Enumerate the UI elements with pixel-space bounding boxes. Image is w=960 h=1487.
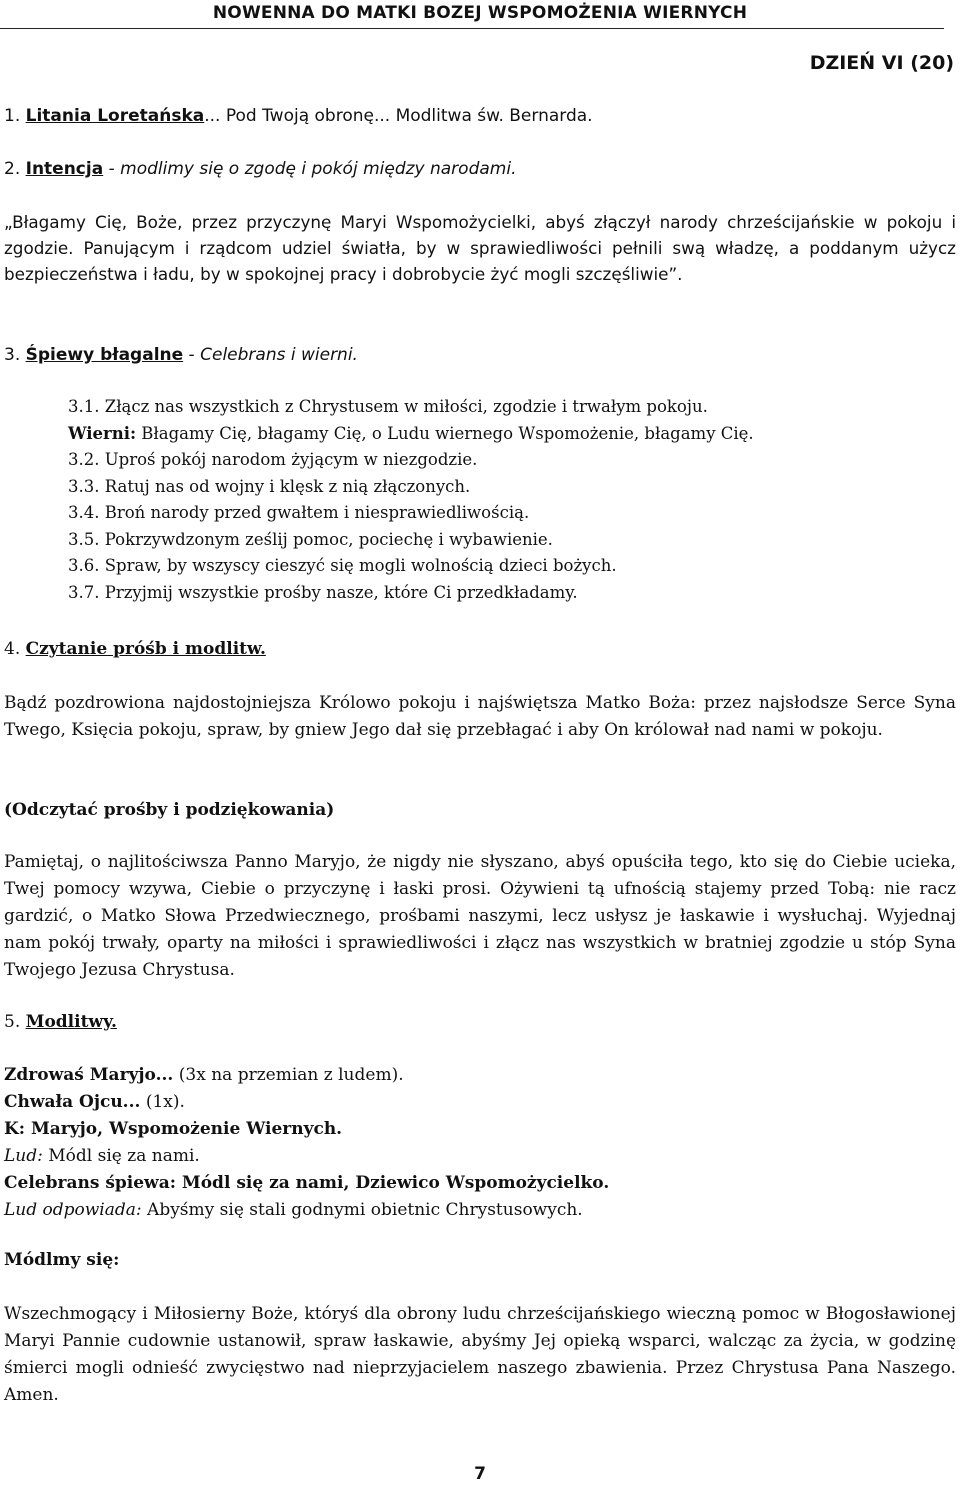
petition-item: 3.6. Spraw, by wszyscy cieszyć się mogli wolnością dzieci bożych. xyxy=(68,556,617,575)
page-number: 7 xyxy=(474,1464,486,1484)
petition-item: 3.1. Złącz nas wszystkich z Chrystusem w miłości, zgodzie i trwałym pokoju. xyxy=(68,397,708,416)
requests-note: (Odczytać prośby i podziękowania) xyxy=(4,800,335,820)
section-2-title: Intencja xyxy=(25,159,104,179)
intention-text: „Błagamy Cię, Boże, przez przyczynę Maryi Wspomożycielki, abyś złączył narody chrześcijańskie w pokoju i zgodzie. Panującym i rządcom udziel światła, by w sprawiedliwości pełnili swą władzę, a poddanym użycz bezpieczeństwa i ładu, by w spokojnej pracy i dobrobycie żyć mogli szczęśliwie”. xyxy=(4,212,956,284)
people-response: Módl się za nami. xyxy=(42,1146,200,1166)
closing-prayer: Wszechmogący i Miłosierny Boże, któryś dla obrony ludu chrześcijańskiego wieczną pomoc w Błogosławionej Maryi Pannie cudownie ustanowił, spraw łaskawie, abyśmy Jej opieką wsparci, walcząc za życia, w godzinę śmierci mogli odnieść zwycięstwo nad nieprzyjacielem naszego zbawienia. Przez Chrystusa Pana Naszego. Amen. xyxy=(4,1304,956,1405)
glory-be-note: (1x). xyxy=(140,1092,185,1112)
hail-mary-note: (3x na przemian z ludem). xyxy=(173,1065,404,1085)
header-rule xyxy=(0,28,944,29)
section-2-sep: - xyxy=(103,159,121,179)
memorare-paragraph: Pamiętaj, o najlitościwsza Panno Maryjo, że nigdy nie słyszano, abyś opuściła tego, kto się do Ciebie ucieka, Twej pomocy wzywa, Ciebie o przyczynę i łaski prosi. Ożywieni tą ufnością stajemy przed Tobą: nie racz gardzić, o Matko Słowa Przedwiecznego, prośbami naszymi, lecz usłysz je łaskawie i wysłuchaj. Wyjednaj nam pokój trwały, oparty na miłości i sprawiedliwości i złącz nas wszystkich w bratniej zgodzie u stóp Syna Twojego Jezusa Chrystusa. xyxy=(4,852,956,980)
greeting-paragraph: Bądź pozdrowiona najdostojniejsza Królowo pokoju i najświętsza Matko Boża: przez najsłodsze Serce Syna Twego, Księcia pokoju, spraw, by gniew Jego dał się przebłagać i aby On królował nad nami w pokoju. xyxy=(4,693,956,740)
petition-item: 3.5. Pokrzywdzonym ześlij pomoc, pociechę i wybawienie. xyxy=(68,529,553,549)
section-2-number: 2. xyxy=(4,159,26,179)
section-4-number: 4. xyxy=(4,639,26,659)
section-5-number: 5. xyxy=(4,1012,26,1032)
section-3-sep: - xyxy=(183,345,201,365)
hail-mary-line xyxy=(4,1062,956,1089)
response-line xyxy=(68,421,948,448)
people-answer-line xyxy=(4,1197,956,1224)
hail-mary-label: Zdrowaś Maryjo... xyxy=(4,1065,174,1085)
section-4-title: Czytanie próśb i modlitw. xyxy=(25,639,266,659)
prayers-block xyxy=(4,1062,956,1224)
celebrant-line: Celebrans śpiewa: Módl się za nami, Dziewico Wspomożycielko. xyxy=(4,1173,610,1193)
petition-item: 3.7. Przyjmij wszystkie prośby nasze, które Ci przedkładamy. xyxy=(68,582,578,602)
section-3-number: 3. xyxy=(4,345,26,365)
section-3-heading xyxy=(4,342,956,368)
petition-list xyxy=(68,394,948,606)
people-answer-label: Lud odpowiada: xyxy=(4,1200,142,1220)
running-header: NOWENNA DO MATKI BOZEJ WSPOMOŻENIA WIERNYCH xyxy=(212,3,748,23)
section-2-heading xyxy=(4,156,956,182)
section-3-title: Śpiewy błagalne xyxy=(25,345,184,365)
people-answer: Abyśmy się stali godnymi obietnic Chrystusowych. xyxy=(141,1200,583,1220)
petition-item: 3.4. Broń narody przed gwałtem i niesprawiedliwością. xyxy=(68,503,530,522)
petition-item: 3.3. Ratuj nas od wojny i klęsk z nią złączonych. xyxy=(68,476,471,496)
section-1-number: 1. xyxy=(4,106,26,126)
prayer-title: Módlmy się: xyxy=(4,1250,120,1270)
glory-be-label: Chwała Ojcu... xyxy=(4,1092,141,1112)
people-response-line xyxy=(4,1143,956,1170)
section-1-line xyxy=(4,103,956,129)
section-1-title: Litania Loretańska xyxy=(25,106,205,126)
section-3-subtitle: Celebrans i wierni. xyxy=(200,345,358,365)
section-5-heading xyxy=(4,1009,956,1036)
section-1-rest: ... Pod Twoją obronę... Modlitwa św. Bernarda. xyxy=(204,106,593,126)
section-2-subtitle: modlimy się o zgodę i pokój między narodami. xyxy=(120,159,517,179)
invocation-line: K: Maryjo, Wspomożenie Wiernych. xyxy=(4,1119,343,1139)
day-label: DZIEŃ VI (20) xyxy=(809,52,954,74)
glory-be-line xyxy=(4,1089,956,1116)
response-label: Wierni: xyxy=(68,423,137,443)
response-text: Błagamy Cię, błagamy Cię, o Ludu wiernego Wspomożenie, błagamy Cię. xyxy=(136,423,754,443)
people-label: Lud: xyxy=(4,1146,43,1166)
petition-item: 3.2. Uproś pokój narodom żyjącym w niezgodzie. xyxy=(68,450,478,469)
section-4-heading xyxy=(4,636,956,663)
section-5-title: Modlitwy. xyxy=(25,1012,117,1032)
